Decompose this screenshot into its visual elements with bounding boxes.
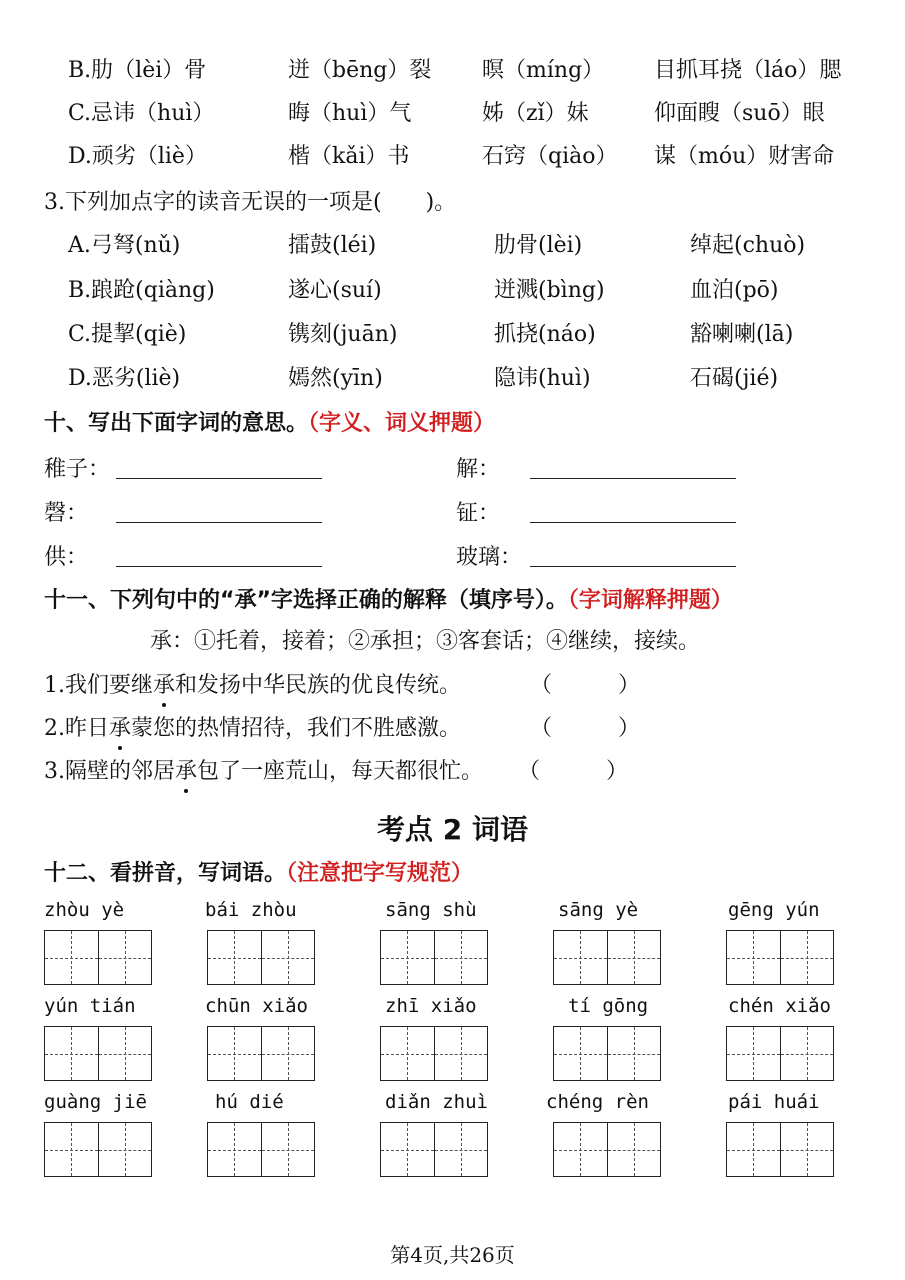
option-c-3: 姊（zǐ）妹	[482, 101, 589, 126]
pinyin-label: sāng shù	[385, 899, 477, 921]
pinyin-label: bái zhòu	[205, 899, 297, 921]
field-label-boli: 玻璃：	[456, 545, 523, 570]
section-10-tag: （字义、词义押题）	[308, 411, 496, 436]
sentence-3-end: 包了一座荒山，每天都很忙。	[197, 759, 484, 784]
option-d-4: 谋（móu）财害命	[654, 144, 835, 169]
pinyin-label: zhòu yè	[44, 899, 125, 921]
field-label-gong: 供：	[44, 545, 89, 570]
q3-b-1: B.踉跄(qiàng)	[68, 278, 215, 303]
pinyin-label: zhī xiǎo	[385, 995, 477, 1017]
option-b-4: 目抓耳挠（láo）腮	[654, 58, 842, 83]
writing-box[interactable]	[726, 930, 834, 985]
pinyin-label: chūn xiǎo	[205, 995, 308, 1017]
page-number: 第4页,共26页	[390, 1243, 515, 1267]
q3-d-4: 石碣(jié)	[690, 366, 779, 391]
sentence-2-end: 蒙您的热情招待，我们不胜感激。	[131, 716, 462, 741]
sentence-1-start: 1.我们要继	[44, 673, 153, 698]
sentence-3-dotted-char: 承	[175, 757, 197, 787]
answer-line-zhizi[interactable]	[116, 478, 322, 479]
option-b-3: 暝（míng）	[482, 58, 605, 83]
q3-a-1: A.弓弩(nǔ)	[68, 233, 181, 258]
option-d-2: 楷（kǎi）书	[288, 144, 410, 169]
q3-a-4: 绰起(chuò)	[690, 233, 806, 258]
sentence-2	[44, 714, 461, 744]
section-11-tag: （字词解释押题）	[567, 588, 733, 613]
option-d-1: D.顽劣（liè）	[68, 144, 207, 169]
q3-a-3: 肋骨(lèi)	[494, 233, 583, 258]
q3-c-1: C.提挈(qiè)	[68, 322, 187, 347]
section-11-title: 十一、下列句中的“承”字选择正确的解释（填序号）。	[44, 588, 568, 613]
sentence-3-start: 3.隔壁的邻居	[44, 759, 175, 784]
answer-line-zheng[interactable]	[530, 522, 736, 523]
sentence-1-answer-blank[interactable]: （ ）	[530, 673, 641, 698]
option-c-1: C.忌讳（huì）	[68, 101, 215, 126]
writing-box[interactable]	[726, 1026, 834, 1081]
pinyin-label: tí gōng	[568, 995, 649, 1017]
answer-line-qing[interactable]	[116, 522, 322, 523]
pinyin-label: pái huái	[728, 1091, 820, 1113]
writing-box[interactable]	[380, 1026, 488, 1081]
field-label-qing: 磬：	[44, 501, 89, 526]
pinyin-label: guàng jiē	[44, 1091, 147, 1113]
q3-b-3: 迸溅(bìng)	[494, 278, 605, 303]
sentence-3	[44, 757, 483, 787]
writing-box[interactable]	[207, 1122, 315, 1177]
q3-d-1: D.恶劣(liè)	[68, 366, 181, 391]
kaodian-section-title: 考点 2 词语	[377, 813, 528, 846]
answer-line-jie[interactable]	[530, 478, 736, 479]
section-12-title: 十二、看拼音，写词语。	[44, 861, 287, 886]
sentence-2-dotted-char: 承	[109, 714, 131, 744]
writing-box[interactable]	[44, 1122, 152, 1177]
q3-stem: 3.下列加点字的读音无误的一项是( )。	[44, 190, 457, 215]
q3-d-3: 隐讳(huì)	[494, 366, 591, 391]
sentence-1	[44, 671, 461, 701]
q3-d-2: 嫣然(yīn)	[288, 366, 383, 391]
section-10-heading	[44, 409, 495, 439]
cheng-definitions: 承：①托着，接着；②承担；③客套话；④继续，接续。	[150, 629, 701, 654]
q3-c-4: 豁喇喇(lā)	[690, 322, 794, 347]
sentence-1-dotted-char: 承	[153, 671, 175, 701]
option-b-2: 迸（bēng）裂	[288, 58, 432, 83]
writing-box[interactable]	[380, 930, 488, 985]
q3-c-2: 镌刻(juān)	[288, 322, 398, 347]
writing-box[interactable]	[44, 930, 152, 985]
writing-box[interactable]	[553, 1026, 661, 1081]
field-label-zheng: 钲：	[456, 501, 501, 526]
q3-c-3: 抓挠(náo)	[494, 322, 596, 347]
writing-box[interactable]	[44, 1026, 152, 1081]
pinyin-label: diǎn zhuì	[385, 1091, 488, 1113]
section-10-title: 十、写出下面字词的意思。	[44, 411, 309, 436]
field-label-zhizi: 稚子：	[44, 457, 111, 482]
writing-box[interactable]	[380, 1122, 488, 1177]
pinyin-label: yún tián	[44, 995, 136, 1017]
sentence-2-start: 2.昨日	[44, 716, 109, 741]
writing-box[interactable]	[553, 1122, 661, 1177]
answer-line-boli[interactable]	[530, 566, 736, 567]
writing-box[interactable]	[207, 1026, 315, 1081]
q3-b-4: 血泊(pō)	[690, 278, 779, 303]
sentence-3-answer-blank[interactable]: （ ）	[518, 759, 629, 784]
sentence-1-end: 和发扬中华民族的优良传统。	[175, 673, 462, 698]
q3-a-2: 擂鼓(léi)	[288, 233, 377, 258]
writing-box[interactable]	[726, 1122, 834, 1177]
pinyin-label: hú dié	[215, 1091, 284, 1113]
option-c-4: 仰面瞍（suō）眼	[654, 101, 825, 126]
option-d-3: 石窍（qiào）	[482, 144, 618, 169]
pinyin-label: chén xiǎo	[728, 995, 831, 1017]
answer-line-gong[interactable]	[116, 566, 322, 567]
section-12-heading	[44, 859, 473, 889]
writing-box[interactable]	[207, 930, 315, 985]
pinyin-label: gēng yún	[728, 899, 820, 921]
pinyin-label: sāng yè	[558, 899, 639, 921]
writing-box[interactable]	[553, 930, 661, 985]
section-12-tag: （注意把字写规范）	[286, 861, 474, 886]
section-11-heading	[44, 586, 733, 616]
option-b-1: B.肋（lèi）骨	[68, 58, 207, 83]
q3-b-2: 遂心(suí)	[288, 278, 382, 303]
sentence-2-answer-blank[interactable]: （ ）	[530, 716, 641, 741]
option-c-2: 晦（huì）气	[288, 101, 412, 126]
field-label-jie: 解：	[456, 457, 501, 482]
pinyin-label: chéng rèn	[546, 1091, 649, 1113]
